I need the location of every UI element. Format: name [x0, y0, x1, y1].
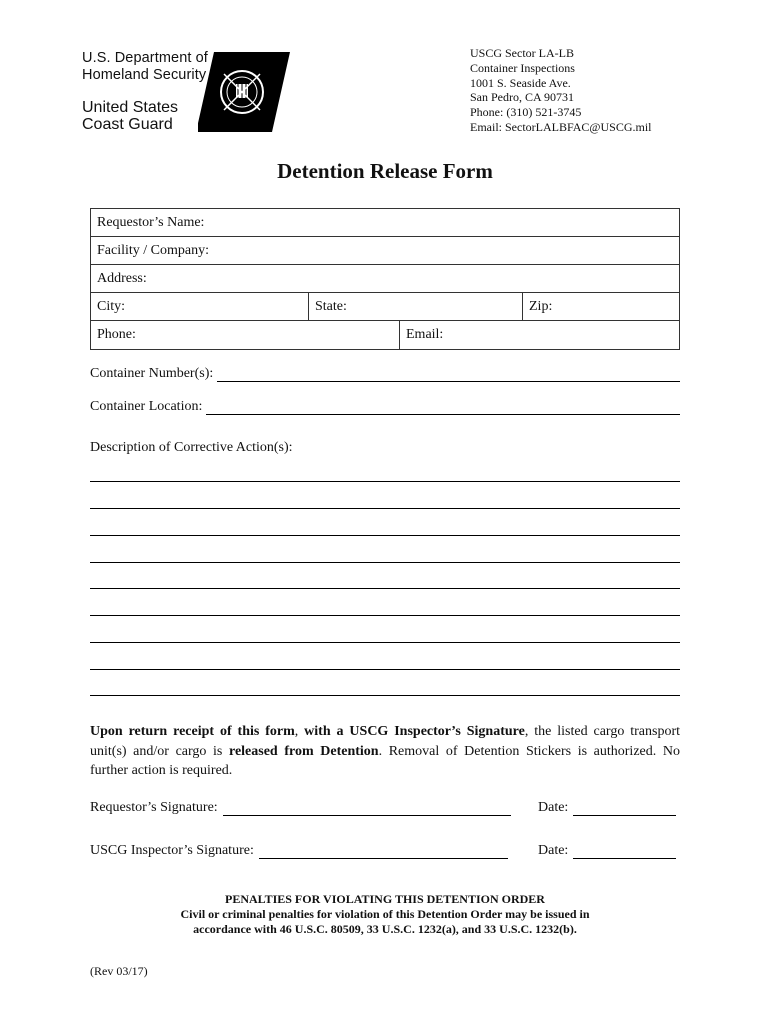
inspector-signature-label: USCG Inspector’s Signature: — [90, 843, 254, 858]
release-bold-3: released from Detention — [228, 743, 379, 759]
phone-field[interactable]: Phone: — [97, 327, 136, 342]
agency-line-2: Homeland Security — [82, 67, 207, 83]
description-line[interactable] — [90, 588, 680, 589]
inspector-date-line[interactable] — [573, 846, 676, 859]
container-location-label: Container Location: — [90, 399, 203, 414]
contact-block — [470, 46, 652, 135]
form-title: Detention Release Form — [277, 159, 493, 183]
container-location-line[interactable] — [206, 402, 680, 415]
release-text-3: . Removal of Detention Stickers is authorized. No further action is required. — [90, 743, 680, 778]
contact-street: 1001 S. Seaside Ave. — [470, 75, 571, 90]
requestor-name-row — [91, 209, 679, 237]
description-line[interactable] — [90, 669, 680, 670]
agency-line-1: U.S. Department of — [82, 50, 208, 66]
revision-label: (Rev 03/17) — [90, 964, 148, 978]
contact-office: USCG Sector LA-LB — [470, 46, 574, 60]
address-row — [91, 265, 679, 293]
penalties-line-1: Civil or criminal penalties for violation of this Detention Order may be issued in — [180, 907, 590, 921]
facility-field[interactable]: Facility / Company: — [97, 243, 209, 258]
release-text-2: , the listed cargo transport unit(s) and/or cargo is — [90, 724, 681, 759]
state-field[interactable]: State: — [308, 293, 522, 320]
penalties-heading: PENALTIES FOR VIOLATING THIS DETENTION ORDER — [225, 892, 545, 906]
inspector-signature-line[interactable] — [259, 846, 508, 859]
description-line[interactable] — [90, 535, 680, 536]
requestor-date-field[interactable] — [538, 800, 676, 816]
container-numbers-field[interactable] — [90, 366, 680, 382]
requestor-date-line[interactable] — [573, 803, 676, 816]
description-line[interactable] — [90, 695, 680, 696]
phone-email-row — [91, 321, 679, 349]
release-bold-1: Upon return receipt of this form — [90, 724, 295, 739]
requestor-signature-label: Requestor’s Signature: — [90, 800, 218, 815]
zip-field[interactable]: Zip: — [522, 293, 679, 320]
requestor-signature-line[interactable] — [223, 803, 511, 816]
inspector-date-label: Date: — [538, 843, 569, 858]
email-field[interactable]: Email: — [399, 321, 679, 349]
description-line[interactable] — [90, 508, 680, 509]
container-location-field[interactable] — [90, 399, 680, 415]
penalties-notice — [0, 892, 770, 937]
requestor-signature-field[interactable] — [90, 800, 511, 816]
agency-logotype — [82, 50, 208, 133]
inspector-date-field[interactable] — [538, 843, 676, 859]
container-numbers-label: Container Number(s): — [90, 366, 214, 381]
description-line[interactable] — [90, 642, 680, 643]
description-label: Description of Corrective Action(s): — [90, 440, 293, 455]
coast-guard-emblem-icon — [198, 52, 290, 137]
contact-phone: Phone: (310) 521-3745 — [470, 105, 582, 120]
agency-line-4: Coast Guard — [82, 116, 173, 133]
requestor-info-table — [90, 208, 680, 350]
requestor-date-label: Date: — [538, 800, 569, 815]
penalties-line-2: accordance with 46 U.S.C. 80509, 33 U.S.C. 1232(a), and 33 U.S.C. 1232(b). — [193, 922, 577, 936]
contact-division: Container Inspections — [470, 60, 575, 75]
contact-email: Email: SectorLALBFAC@USCG.mil — [470, 119, 652, 134]
requestor-name-field[interactable]: Requestor’s Name: — [97, 215, 205, 230]
address-field[interactable]: Address: — [97, 271, 147, 286]
release-paragraph — [90, 722, 680, 781]
agency-line-3: United States — [82, 99, 179, 116]
inspector-signature-field[interactable] — [90, 843, 508, 859]
description-line[interactable] — [90, 562, 680, 563]
city-field[interactable]: City: — [97, 299, 126, 314]
city-state-zip-row — [91, 293, 679, 321]
description-line[interactable] — [90, 615, 680, 616]
container-numbers-line[interactable] — [217, 369, 680, 382]
description-line[interactable] — [90, 481, 680, 482]
release-text-1: , — [294, 724, 305, 739]
contact-city: San Pedro, CA 90731 — [470, 90, 575, 105]
release-bold-2: with a USCG Inspector’s Signature — [304, 724, 525, 739]
facility-row — [91, 237, 679, 265]
